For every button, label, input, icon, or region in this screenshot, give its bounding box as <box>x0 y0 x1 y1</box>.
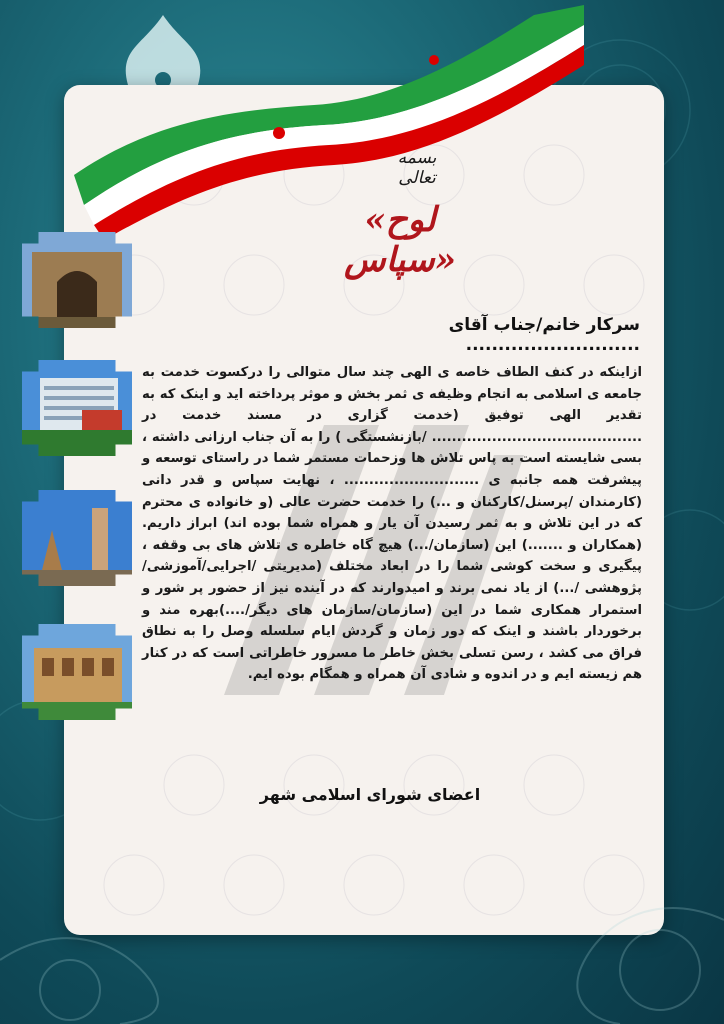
certificate-title: «لوح سپاس» <box>344 200 456 280</box>
signature-line: اعضای شورای اسلامی شهر <box>259 785 481 804</box>
monument-tower-photo <box>22 490 132 586</box>
historic-house-photo <box>22 624 132 720</box>
historic-gate-photo <box>22 232 132 328</box>
modern-building-photo <box>22 360 132 456</box>
basmala-text: بسمه تعالی <box>397 148 437 188</box>
certificate-body: ازاینکه در کنف الطاف خاصه ی الهی چند سال متوالی را درکسوت خدمت به جامعه ی اسلامی به انجام وظیفه ی ثمر بخش و موثر پرداخته اید و اینک که به تقدیر الهی توفیق (خدمت گزاری در مسند خدمت در .......................................... /بازنشستگی ) را به آن جناب ارزانی داشته ، بسی شایسته است به پاس تلاش ها وزحمات مستمر شما در راستای توسعه و پیشرفت همه جانبه ی ........................... ، نهایت سپاس و قدر دانی (کارمندان /پرسنل/کارکنان و ...) را خدمت حضرت عالی (و خانواده ی محترم که در این تلاش و به ثمر رسیدن آن یار و همراه شما بوده اند) ابراز داریم. (همکاران و .......) این (سازمان/...) هیچ گاه خاطره ی تلاش های بی وقفه ، پیگیری و سخت کوشی شما را در ابعاد مختلف (مدیریتی /اجرایی/آموزشی/پژوهشی /...) از یاد نمی برند و امیدوارند که در آینده نیز از حضور پر شور و استمرار همکاری شما در این (سازمان/سازمان های دیگر/....)بهره مند و برخوردار باشند و اینک که دور زمان و گردش ایام سلسله وصل را به نطاق فراق می کشد ، رسن تسلی بخش خاطر ما مسرور خاطراتی است که در کنار هم زیسته ایم و در اندوه و شادی آن همراه و همگام بوده ایم. <box>142 365 642 683</box>
addressee-line: سرکار خانم/جناب آقای ........................... <box>448 315 640 355</box>
